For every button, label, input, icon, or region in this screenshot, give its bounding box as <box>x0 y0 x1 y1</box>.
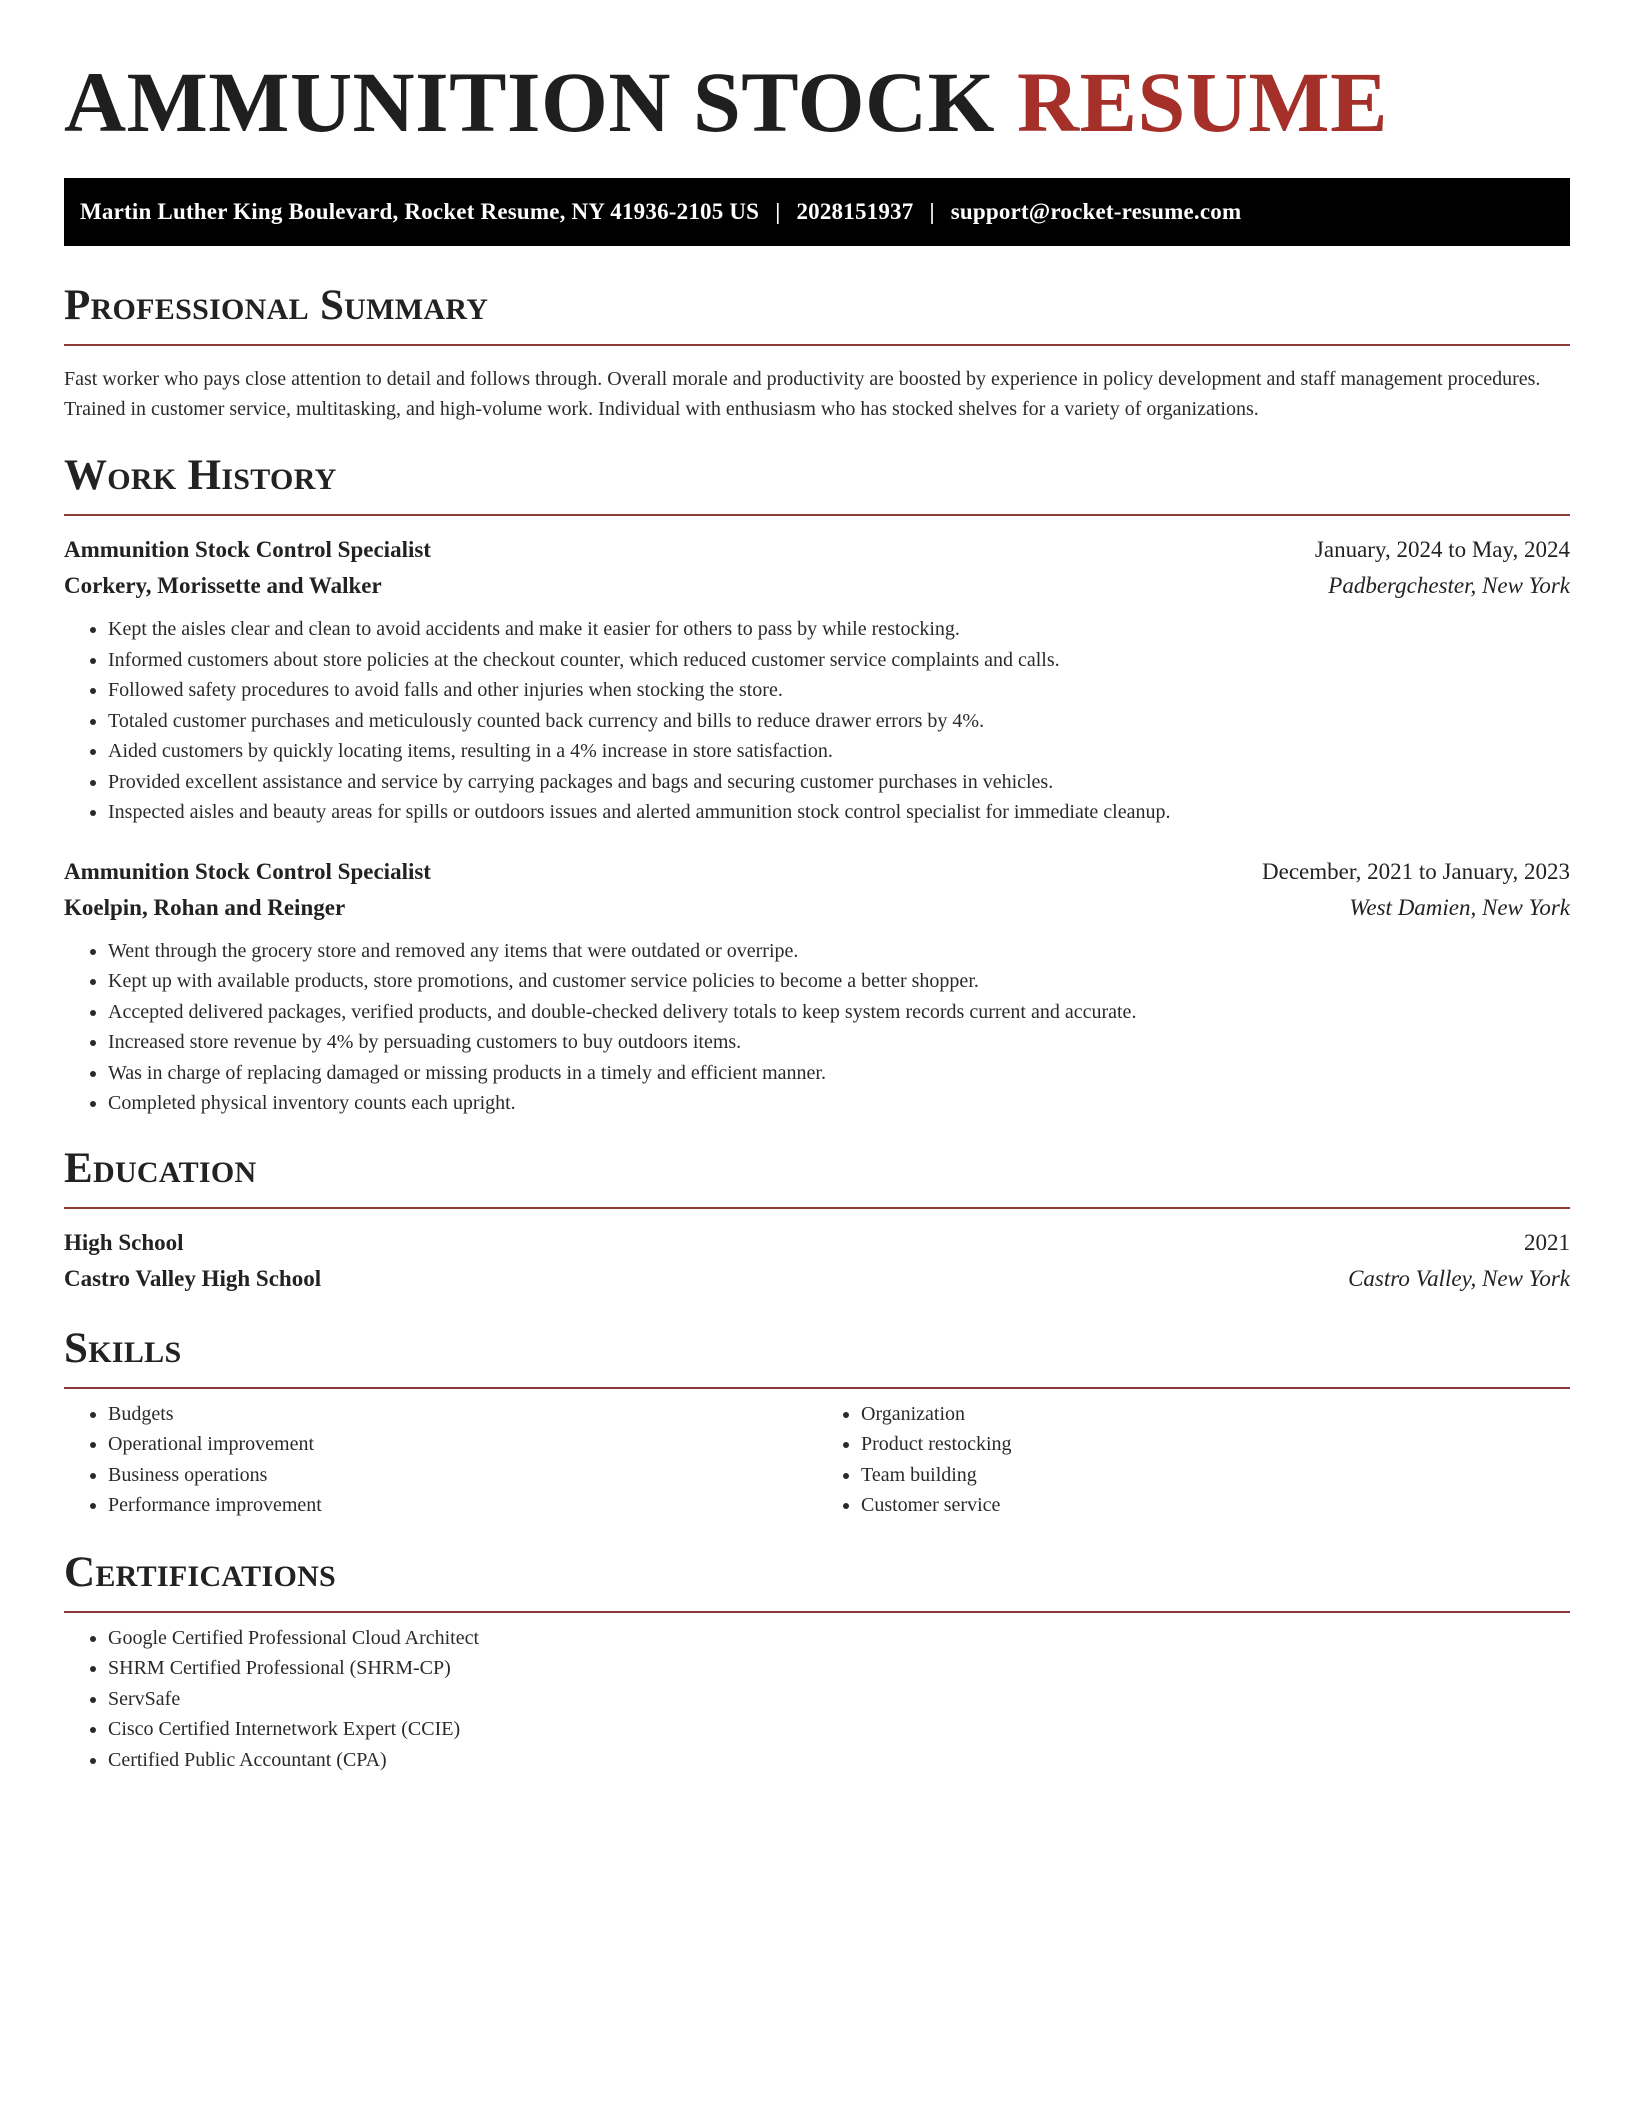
job-entry <box>64 532 1570 828</box>
skill-item: • Team building <box>861 1460 1570 1491</box>
skills-section <box>64 1323 1570 1521</box>
certification-item: • Cisco Certified Internetwork Expert (CCIE) <box>108 1714 1570 1745</box>
job-location: Padbergchester, New York <box>1328 573 1570 598</box>
section-divider <box>64 514 1570 516</box>
job-header-row <box>64 854 1570 890</box>
section-heading-summary: Professional Summary <box>64 282 489 329</box>
job-company: Corkery, Morissette and Walker <box>64 573 382 598</box>
job-bullet: • Inspected aisles and beauty areas for spills or outdoors issues and alerted ammunition stock control specialist for immediate cleanup. <box>108 797 1570 828</box>
contact-bar <box>64 178 1570 246</box>
skill-item: • Budgets <box>108 1399 817 1430</box>
certifications-section <box>64 1547 1570 1776</box>
resume-title <box>64 0 1570 152</box>
job-dates: December, 2021 to January, 2023 <box>1262 858 1570 884</box>
section-divider <box>64 344 1570 346</box>
job-bullet: • Totaled customer purchases and meticulously counted back currency and bills to reduce drawer errors by 4%. <box>108 706 1570 737</box>
job-bullet: • Aided customers by quickly locating items, resulting in a 4% increase in store satisfaction. <box>108 736 1570 767</box>
skill-item: • Business operations <box>108 1460 817 1491</box>
skills-grid <box>64 1389 1570 1521</box>
certification-item: • Certified Public Accountant (CPA) <box>108 1745 1570 1776</box>
job-company-row <box>64 568 1570 604</box>
skills-list-right <box>817 1399 1570 1521</box>
certification-item: • Google Certified Professional Cloud Architect <box>108 1623 1570 1654</box>
education-entry <box>64 1225 1570 1297</box>
job-header-row <box>64 532 1570 568</box>
section-divider <box>64 1207 1570 1209</box>
job-bullet: • Accepted delivered packages, verified products, and double-checked delivery totals to keep system records current and accurate. <box>108 997 1570 1028</box>
education-section <box>64 1143 1570 1297</box>
skills-list-left <box>64 1399 817 1521</box>
section-divider <box>64 1611 1570 1613</box>
certifications-list <box>64 1623 1570 1776</box>
job-bullet: • Kept up with available products, store promotions, and customer service policies to become a better shopper. <box>108 966 1570 997</box>
summary-text: Fast worker who pays close attention to detail and follows through. Overall morale and productivity are boosted by experience in policy development and staff management procedures. Trained in customer service, multitasking, and high-volume work. Individual with enthusiasm who has stocked shelves for a variety of organizations. <box>64 368 1541 420</box>
education-header-row <box>64 1225 1570 1261</box>
job-entry <box>64 854 1570 1119</box>
contact-address: Martin Luther King Boulevard, Rocket Resume, NY 41936-2105 US <box>80 199 760 224</box>
job-company-row <box>64 890 1570 926</box>
job-bullet-list <box>64 936 1570 1119</box>
job-title: Ammunition Stock Control Specialist <box>64 537 431 562</box>
certification-item: • ServSafe <box>108 1684 1570 1715</box>
job-bullet: • Went through the grocery store and removed any items that were outdated or overripe. <box>108 936 1570 967</box>
contact-email: support@rocket-resume.com <box>950 199 1242 224</box>
section-heading-skills: Skills <box>64 1324 182 1372</box>
summary-section <box>64 280 1570 424</box>
section-heading-education: Education <box>64 1144 257 1192</box>
job-title: Ammunition Stock Control Specialist <box>64 858 431 884</box>
education-year: 2021 <box>1524 1229 1570 1255</box>
skill-item: • Product restocking <box>861 1429 1570 1460</box>
title-main: AMMUNITION STOCK <box>64 54 995 150</box>
job-bullet: • Informed customers about store policies at the checkout counter, which reduced customer service complaints and calls. <box>108 645 1570 676</box>
contact-separator: | <box>775 199 781 224</box>
job-bullet: • Followed safety procedures to avoid falls and other injuries when stocking the store. <box>108 675 1570 706</box>
skill-item: • Operational improvement <box>108 1429 817 1460</box>
section-heading-certifications: Certifications <box>64 1548 337 1596</box>
job-location: West Damien, New York <box>1349 894 1570 920</box>
job-bullet: • Was in charge of replacing damaged or missing products in a timely and efficient manner. <box>108 1058 1570 1089</box>
work-history-section <box>64 450 1570 1119</box>
skill-item: • Organization <box>861 1399 1570 1430</box>
education-degree: High School <box>64 1229 184 1255</box>
title-accent: RESUME <box>1017 54 1388 150</box>
job-dates: January, 2024 to May, 2024 <box>1314 537 1570 562</box>
education-location: Castro Valley, New York <box>1348 1265 1570 1291</box>
certification-item: • SHRM Certified Professional (SHRM-CP) <box>108 1653 1570 1684</box>
job-bullet: • Kept the aisles clear and clean to avoid accidents and make it easier for others to pass by while restocking. <box>108 614 1570 645</box>
job-bullet: • Provided excellent assistance and service by carrying packages and bags and securing customer purchases in vehicles. <box>108 767 1570 798</box>
contact-phone: 2028151937 <box>796 199 914 224</box>
job-company: Koelpin, Rohan and Reinger <box>64 894 346 920</box>
job-bullet: • Completed physical inventory counts each upright. <box>108 1088 1570 1119</box>
education-school: Castro Valley High School <box>64 1265 322 1291</box>
education-school-row <box>64 1261 1570 1297</box>
resume-page <box>64 0 1570 1775</box>
skill-item: • Customer service <box>861 1490 1570 1521</box>
contact-separator: | <box>929 199 935 224</box>
skill-item: • Performance improvement <box>108 1490 817 1521</box>
section-heading-work: Work History <box>64 452 337 499</box>
job-bullet-list <box>64 614 1570 828</box>
job-bullet: • Increased store revenue by 4% by persuading customers to buy outdoors items. <box>108 1027 1570 1058</box>
